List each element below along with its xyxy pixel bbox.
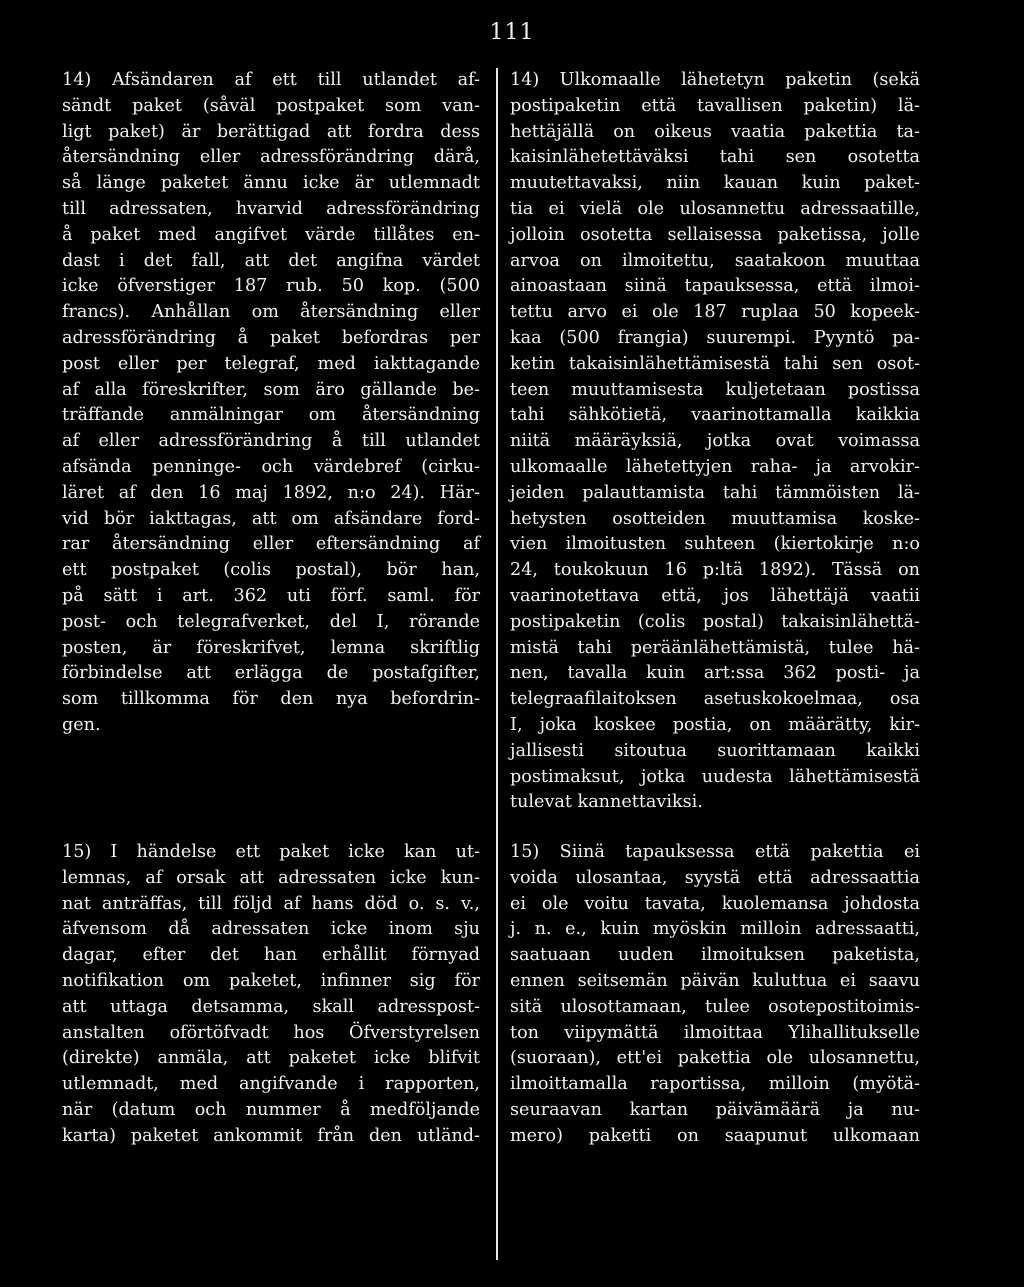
text-line: dast i det fall, att det angifna värdet [62,250,480,271]
text-line: (direkte) anmäla, att paketet icke blifvit [62,1048,480,1069]
text-line: ton viipymättä ilmoittaa Ylihallitukselle [510,1022,920,1043]
text-line: post eller per telegraf, med iakttagande [62,353,480,374]
text-line: af alla föreskrifter, som äro gällande be- [62,379,480,400]
text-line: å paket med angifvet värde tillåtes en- [62,224,480,245]
text-line: postipaketin että tavallisen paketin) lä- [510,95,920,116]
text-line: vid bör iakttagas, att om afsändare ford- [62,508,480,529]
text-line: ei ole voitu tavata, kuolemansa johdosta [510,893,920,914]
text-line: francs). Anhållan om återsändning eller [62,302,480,323]
text-line: som tillkomma för den nya befordrin- [62,689,480,710]
text-line: mistä tahi peräänlähettämistä, tulee hä- [510,637,920,658]
text-line: återsändning eller adressförändring därå, [62,147,480,168]
text-line: post- och telegrafverket, del I, rörande [62,611,480,632]
text-line: sitä ulosottamaan, tulee osotepostitoimis- [510,996,920,1017]
page-number: 111 [489,20,535,45]
section-15-swedish [62,840,480,1150]
text-line: ainoastaan siinä tapauksessa, että ilmoi- [510,276,920,297]
text-line: seuraavan kartan päivämäärä ja nu- [510,1099,920,1120]
text-line: ketin takaisinlähettämisestä tahi sen osot- [510,353,920,374]
right-column-finnish [510,68,920,816]
text-line: läret af den 16 maj 1892, n:o 24). Här- [62,482,480,503]
text-line: karta) paketet ankommit från den utländ- [62,1125,480,1146]
section-14-swedish [62,68,480,739]
text-line: dagar, efter det han erhållit förnyad [62,945,480,966]
text-line: förbindelse att erlägga de postafgifter, [62,663,480,684]
text-line: adressförändring å paket befordras per [62,327,480,348]
text-line: notifikation om paketet, infinner sig för [62,970,480,991]
text-line: tettu arvo ei ole 187 ruplaa 50 kopeek- [510,302,920,323]
text-line: postimaksut, jotka uudesta lähettämisestä [510,766,920,787]
text-line: jolloin osotetta sellaisessa paketissa, jolle [510,224,920,245]
section-15-finnish [510,840,920,1150]
right-column-finnish-section-15 [510,840,920,1150]
text-line: gen. [62,714,101,735]
text-line: lemnas, af orsak att adressaten icke kun- [62,867,480,888]
text-line: kaa (500 frangia) suurempi. Pyyntö pa- [510,327,920,348]
text-line: 15) Siinä tapauksessa että pakettia ei [510,842,920,862]
text-line: träffande anmälningar om återsändning [62,405,480,426]
text-line: ilmoittamalla raportissa, milloin (myötä- [510,1074,920,1095]
text-line: 14) Ulkomaalle lähetetyn paketin (sekä [510,70,920,90]
text-line: till adressaten, hvarvid adressförändring [62,198,480,219]
text-line: niitä määräyksiä, jotka ovat voimassa [510,431,920,452]
text-line: (suoraan), ett'ei pakettia ole ulosannettu, [510,1048,920,1069]
text-line: 15) I händelse ett paket icke kan ut- [62,842,480,862]
text-line: arvoa on ilmoitettu, saatakoon muuttaa [510,250,920,271]
text-line: voida ulosantaa, syystä että adressaattia [510,867,920,888]
text-line: äfvensom då adressaten icke inom sju [62,919,480,940]
text-line: teen muuttamisesta kuljetetaan postissa [510,379,920,400]
text-line: sändt paket (såväl postpaket som van- [62,95,480,116]
text-line: tahi sähkötietä, vaarinottamalla kaikkia [510,405,920,426]
text-line: vien ilmoitusten suhteen (kiertokirje n:o [510,534,920,555]
text-line: j. n. e., kuin myöskin milloin adressaatti, [510,919,920,940]
text-line: af eller adressförändring å till utlandet [62,431,480,452]
text-line: I, joka koskee postia, on määrätty, kir- [510,714,920,735]
text-line: jallisesti sitoutua suorittamaan kaikki [510,740,920,761]
text-line: utlemnadt, med angifvande i rapporten, [62,1074,480,1095]
text-line: ett postpaket (colis postal), bör han, [62,560,480,581]
text-line: ligt paket) är berättigad att fordra dess [62,121,480,142]
text-line: att uttaga detsamma, skall adresspost- [62,996,480,1017]
text-line: tulevat kannettaviksi. [510,792,703,813]
text-line: ulkomaalle lähetettyjen raha- ja arvokir- [510,456,920,477]
text-line: vaarinotettava että, jos lähettäjä vaatii [510,585,920,606]
text-line: mero) paketti on saapunut ulkomaan [510,1125,920,1146]
text-line: afsända penninge- och värdebref (cirku- [62,456,480,477]
text-line: saatuaan uuden ilmoituksen paketista, [510,945,920,966]
text-line: hetysten osotteiden muuttamisa koske- [510,508,920,529]
text-line: icke öfverstiger 187 rub. 50 kop. (500 [62,276,480,297]
text-line: så länge paketet ännu icke är utlemnadt [62,173,480,194]
column-divider [496,68,498,1260]
text-line: tia ei vielä ole ulosannettu adressaatille, [510,198,920,219]
text-line: telegraafilaitoksen asetuskokoelmaa, osa [510,689,920,710]
text-line: jeiden palauttamista tahi tämmöisten lä- [510,482,920,503]
left-column-swedish [62,68,480,739]
text-line: hettäjällä on oikeus vaatia pakettia ta- [510,121,920,142]
text-line: kaisinlähetettäväksi tahi sen osotetta [510,147,920,168]
text-line: nat anträffas, till följd af hans död o. s. v., [62,893,480,914]
left-column-swedish-section-15 [62,840,480,1150]
section-14-finnish [510,68,920,816]
text-line: 14) Afsändaren af ett till utlandet af- [62,70,480,90]
text-line: på sätt i art. 362 uti förf. saml. för [62,585,480,606]
text-line: postipaketin (colis postal) takaisinlähettä- [510,611,920,632]
text-line: 24, toukokuun 16 p:ltä 1892). Tässä on [510,560,920,581]
text-line: nen, tavalla kuin art:ssa 362 posti- ja [510,663,920,684]
text-line: ennen seitsemän päivän kuluttua ei saavu [510,970,920,991]
text-line: anstalten oförtöfvadt hos Öfverstyrelsen [62,1022,480,1043]
text-line: när (datum och nummer å medföljande [62,1099,480,1120]
text-line: muutettavaksi, niin kauan kuin paket- [510,173,920,194]
text-line: rar återsändning eller eftersändning af [62,534,480,555]
text-line: posten, är föreskrifvet, lemna skriftlig [62,637,480,658]
